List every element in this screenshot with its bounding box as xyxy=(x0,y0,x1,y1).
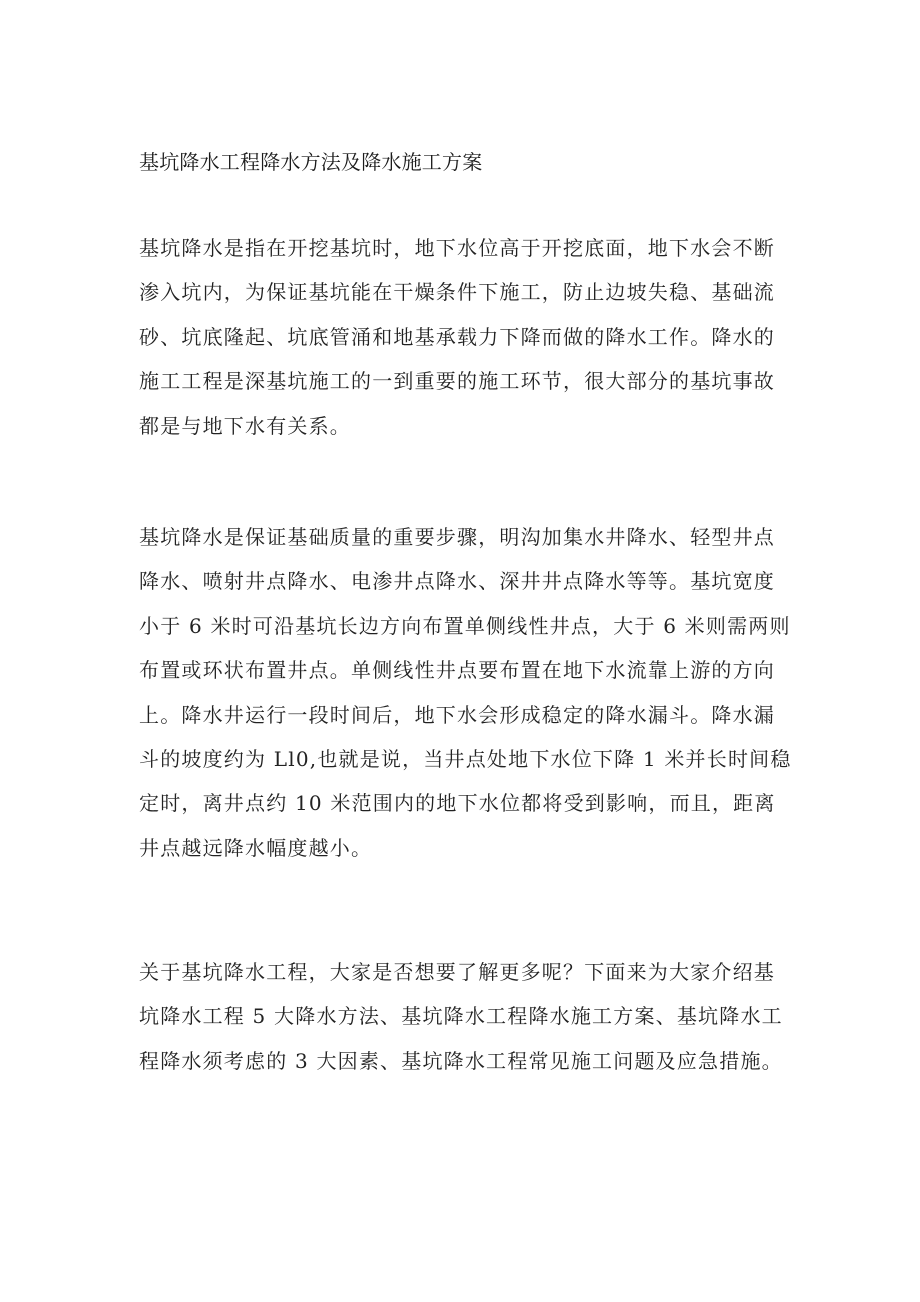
paragraph-line: 都是与地下水有关系。 xyxy=(139,413,351,438)
paragraph-line: 坑降水工程 5 大降水方法、基坑降水工程降水施工方案、基坑降水工 xyxy=(139,1004,783,1029)
paragraph-line: 上。降水井运行一段时间后，地下水会形成稳定的降水漏斗。降水漏 xyxy=(139,702,775,727)
paragraph-intro xyxy=(139,226,799,448)
paragraph-line: 渗入坑内，为保证基坑能在干燥条件下施工，防止边坡失稳、基础流 xyxy=(139,280,775,305)
paragraph-line: 程降水须考虑的 3 大因素、基坑降水工程常见施工问题及应急措施。 xyxy=(139,1048,783,1073)
paragraph-line: 斗的坡度约为 Ll0,也就是说，当井点处地下水位下降 1 米并长时间稳 xyxy=(139,746,792,771)
paragraph-line: 定时，离井点约 10 米范围内的地下水位都将受到影响，而且，距离 xyxy=(139,791,776,816)
paragraph-line: 井点越远降水幅度越小。 xyxy=(139,835,373,860)
paragraph-line: 小于 6 米时可沿基坑长边方向布置单侧线性井点，大于 6 米则需两则 xyxy=(139,613,791,638)
paragraph-methods xyxy=(139,515,799,870)
paragraph-overview xyxy=(139,950,799,1083)
paragraph-line: 关于基坑降水工程，大家是否想要了解更多呢？下面来为大家介绍基 xyxy=(139,960,775,984)
document-title: 基坑降水工程降水方法及降水施工方案 xyxy=(139,150,483,174)
paragraph-line: 基坑降水是保证基础质量的重要步骤，明沟加集水井降水、轻型井点 xyxy=(139,525,775,549)
paragraph-line: 布置或环状布置井点。单侧线性井点要布置在地下水流靠上游的方向 xyxy=(139,658,775,683)
paragraph-line: 砂、坑底隆起、坑底管涌和地基承载力下降而做的降水工作。降水的 xyxy=(139,324,775,349)
paragraph-line: 降水、喷射井点降水、电渗井点降水、深井井点降水等等。基坑宽度 xyxy=(139,569,775,594)
paragraph-line: 基坑降水是指在开挖基坑时，地下水位高于开挖底面，地下水会不断 xyxy=(139,236,775,260)
paragraph-line: 施工工程是深基坑施工的一到重要的施工环节，很大部分的基坑事故 xyxy=(139,369,775,394)
